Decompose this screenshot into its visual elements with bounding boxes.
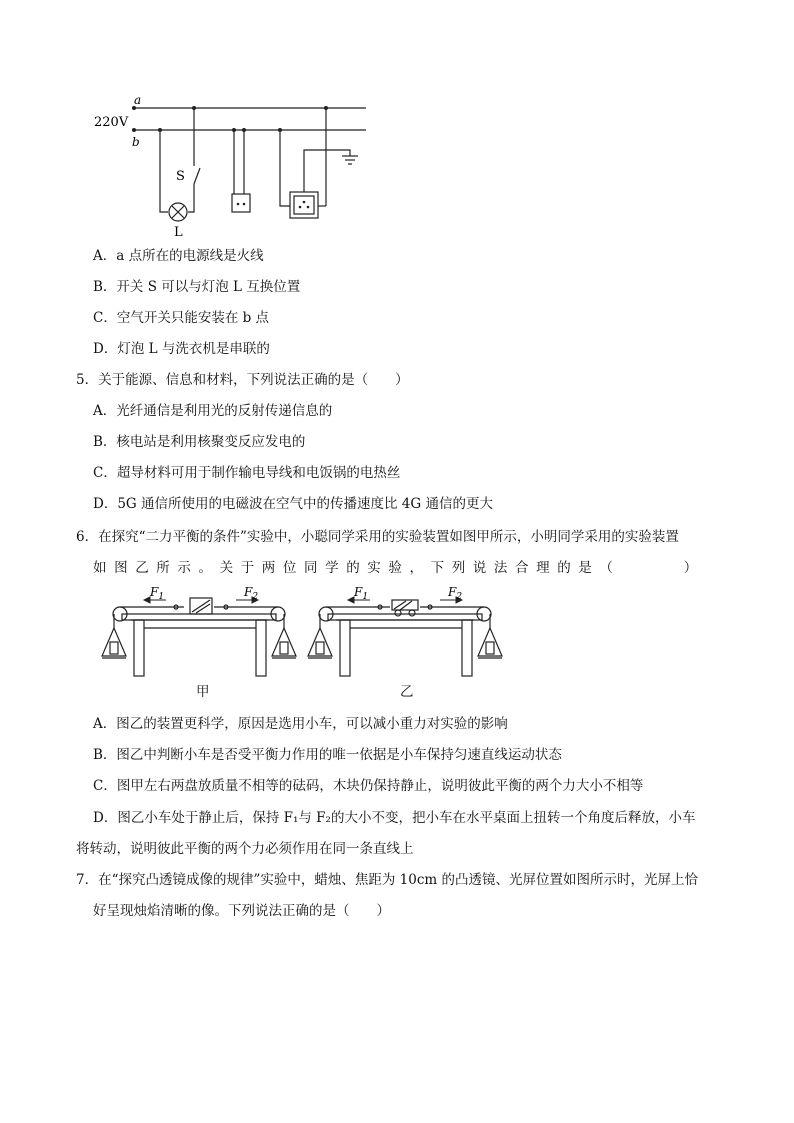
figure-jia	[100, 586, 300, 690]
q5-option-d: D．5G 通信所使用的电磁波在空气中的传播速度比 4G 通信的更大	[93, 496, 493, 512]
q4-option-a: A．a 点所在的电源线是火线	[93, 248, 264, 264]
f1-label-yi: $F_1$	[354, 586, 369, 602]
q5-option-b: B．核电站是利用核聚变反应发电的	[93, 434, 306, 450]
q4-option-b: B．开关 S 可以与灯泡 L 互换位置	[93, 279, 301, 295]
q5-option-a: A．光纤通信是利用光的反射传递信息的	[93, 403, 333, 419]
q6-stem-line2: 如图乙所示。关于两位同学的实验，下列说法合理的是（ ）	[93, 560, 705, 576]
circuit-diagram	[88, 88, 388, 238]
figure-jia-label: 甲	[196, 684, 210, 700]
q6-option-d-cont: 将转动，说明彼此平衡的两个力必须作用在同一条直线上	[76, 841, 414, 857]
q4-option-d: D．灯泡 L 与洗衣机是串联的	[93, 341, 270, 357]
q6-stem-line1: 6．在探究“二力平衡的条件”实验中，小聪同学采用的实验装置如图甲所示，小明同学采用的实验装置	[76, 529, 679, 545]
f2-label-jia: $F_2$	[244, 586, 259, 602]
switch-label: S	[176, 169, 185, 184]
q6-option-b: B．图乙中判断小车是否受平衡力作用的唯一依据是小车保持匀速直线运动状态	[93, 747, 562, 763]
q5-option-c: C．超导材料可用于制作输电导线和电饭锅的电热丝	[93, 465, 401, 481]
lamp-label: L	[174, 225, 183, 238]
q4-option-c: C．空气开关只能安装在 b 点	[93, 310, 270, 326]
q6-option-c: C．图甲左右两盘放质量不相等的砝码，木块仍保持静止，说明彼此平衡的两个力大小不相等	[93, 778, 644, 794]
q5-stem: 5．关于能源、信息和材料，下列说法正确的是（ ）	[76, 372, 409, 388]
f2-label-yi: $F_2$	[448, 586, 463, 602]
q7-stem-line1: 7．在“探究凸透镜成像的规律”实验中，蜡烛、焦距为 10cm 的凸透镜、光屏位置如图所示时，光屏上恰	[76, 872, 699, 888]
q6-option-d: D．图乙小车处于静止后，保持 F₁与 F₂的大小不变，把小车在水平桌面上扭转一个角度后释放，小车	[93, 810, 696, 826]
q7-stem-line2: 好呈现烛焰清晰的像。下列说法正确的是（ ）	[93, 903, 390, 919]
voltage-label: 220V	[94, 115, 129, 130]
label-a: a	[134, 93, 142, 107]
figure-yi-label: 乙	[400, 684, 414, 700]
f1-label-jia: $F_1$	[150, 586, 165, 602]
q6-option-a: A．图乙的装置更科学，原因是选用小车，可以减小重力对实验的影响	[93, 716, 508, 732]
label-b: b	[132, 135, 140, 149]
figure-yi	[306, 586, 506, 690]
